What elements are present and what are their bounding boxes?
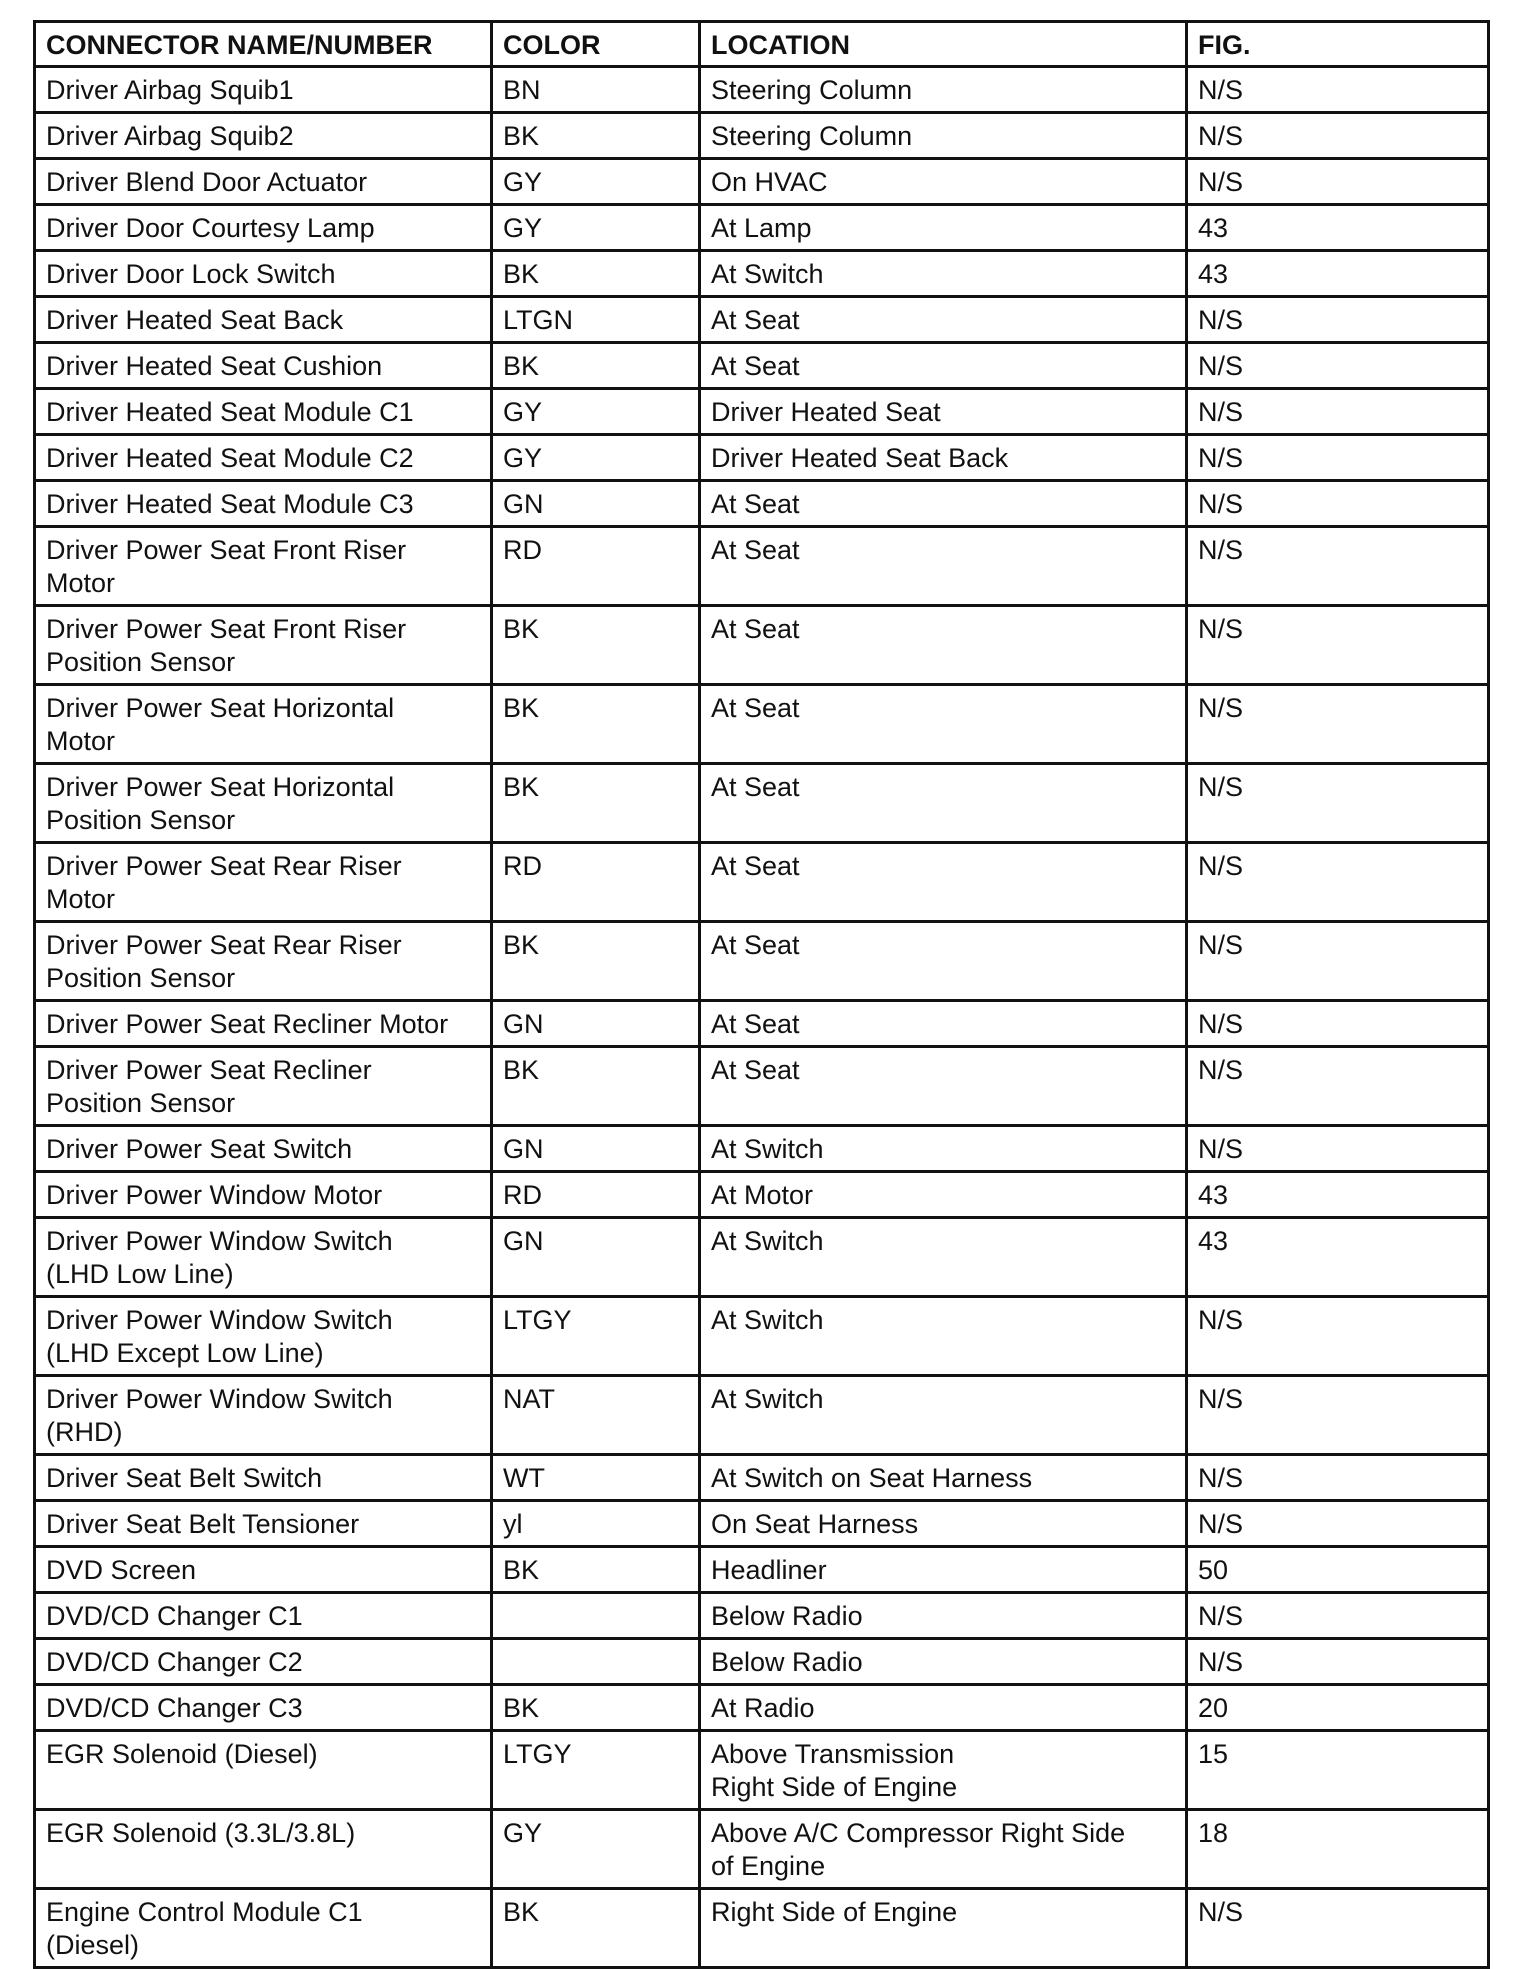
cell-fig: 18 [1187, 1810, 1489, 1889]
cell-fig: N/S [1187, 1047, 1489, 1126]
cell-fig: 43 [1187, 205, 1489, 251]
table-row [35, 1455, 1489, 1501]
cell-connector-name: Driver Power Window Motor [35, 1172, 492, 1218]
table-row [35, 1731, 1489, 1810]
cell-connector-name: DVD/CD Changer C3 [35, 1685, 492, 1731]
cell-fig: N/S [1187, 764, 1489, 843]
cell-fig: N/S [1187, 685, 1489, 764]
cell-location: At Radio [700, 1685, 1187, 1731]
header-location: LOCATION [700, 22, 1187, 67]
cell-connector-name: Engine Control Module C1 (Diesel) [35, 1889, 492, 1968]
table-row [35, 1889, 1489, 1968]
cell-location: At Switch [700, 251, 1187, 297]
cell-location: Below Radio [700, 1593, 1187, 1639]
cell-connector-name: Driver Heated Seat Module C3 [35, 481, 492, 527]
cell-connector-name: Driver Heated Seat Back [35, 297, 492, 343]
cell-connector-name: Driver Blend Door Actuator [35, 159, 492, 205]
table-row [35, 685, 1489, 764]
table-row [35, 1297, 1489, 1376]
table-row [35, 251, 1489, 297]
cell-fig: N/S [1187, 389, 1489, 435]
table-row [35, 527, 1489, 606]
cell-fig: N/S [1187, 435, 1489, 481]
cell-location: At Switch [700, 1218, 1187, 1297]
table-row [35, 297, 1489, 343]
cell-location: On HVAC [700, 159, 1187, 205]
table-row [35, 205, 1489, 251]
cell-location: Driver Heated Seat [700, 389, 1187, 435]
cell-location: At Seat [700, 843, 1187, 922]
cell-location: At Switch on Seat Harness [700, 1455, 1187, 1501]
cell-location: At Lamp [700, 205, 1187, 251]
cell-color: BK [492, 251, 700, 297]
cell-fig: N/S [1187, 159, 1489, 205]
table-row [35, 922, 1489, 1001]
cell-location: Below Radio [700, 1639, 1187, 1685]
table-header-row [35, 22, 1489, 67]
table-row [35, 606, 1489, 685]
cell-color: LTGN [492, 297, 700, 343]
cell-fig: 50 [1187, 1547, 1489, 1593]
cell-color: GY [492, 389, 700, 435]
cell-color: LTGY [492, 1297, 700, 1376]
cell-location: At Seat [700, 764, 1187, 843]
cell-location: At Seat [700, 527, 1187, 606]
cell-connector-name: Driver Power Seat Horizontal Position Sensor [35, 764, 492, 843]
cell-color: BN [492, 67, 700, 113]
table-row [35, 67, 1489, 113]
cell-fig: N/S [1187, 1501, 1489, 1547]
cell-location: Steering Column [700, 113, 1187, 159]
cell-color: RD [492, 527, 700, 606]
cell-location: At Seat [700, 481, 1187, 527]
cell-color: RD [492, 843, 700, 922]
cell-color: GN [492, 1218, 700, 1297]
cell-connector-name: DVD/CD Changer C2 [35, 1639, 492, 1685]
cell-fig: 43 [1187, 251, 1489, 297]
cell-fig: N/S [1187, 1593, 1489, 1639]
cell-location: At Seat [700, 685, 1187, 764]
cell-color: BK [492, 922, 700, 1001]
cell-fig: N/S [1187, 1297, 1489, 1376]
cell-color: WT [492, 1455, 700, 1501]
cell-connector-name: Driver Heated Seat Module C2 [35, 435, 492, 481]
cell-connector-name: DVD Screen [35, 1547, 492, 1593]
cell-connector-name: Driver Power Seat Rear Riser Motor [35, 843, 492, 922]
cell-location: At Seat [700, 297, 1187, 343]
cell-location: At Seat [700, 1047, 1187, 1126]
cell-color [492, 1639, 700, 1685]
header-color: COLOR [492, 22, 700, 67]
cell-location: Above A/C Compressor Right Side of Engine [700, 1810, 1187, 1889]
table-row [35, 159, 1489, 205]
cell-color [492, 1593, 700, 1639]
cell-location: Steering Column [700, 67, 1187, 113]
cell-connector-name: Driver Power Seat Horizontal Motor [35, 685, 492, 764]
cell-color: BK [492, 343, 700, 389]
cell-location: At Switch [700, 1126, 1187, 1172]
cell-connector-name: Driver Airbag Squib1 [35, 67, 492, 113]
cell-fig: N/S [1187, 113, 1489, 159]
table-row [35, 1593, 1489, 1639]
cell-location: Right Side of Engine [700, 1889, 1187, 1968]
cell-fig: N/S [1187, 343, 1489, 389]
cell-color: BK [492, 685, 700, 764]
cell-connector-name: Driver Power Window Switch (LHD Except Low Line) [35, 1297, 492, 1376]
cell-connector-name: Driver Heated Seat Cushion [35, 343, 492, 389]
cell-fig: N/S [1187, 1376, 1489, 1455]
cell-connector-name: Driver Power Seat Front Riser Motor [35, 527, 492, 606]
cell-connector-name: Driver Power Seat Front Riser Position Sensor [35, 606, 492, 685]
cell-location: Headliner [700, 1547, 1187, 1593]
table-row [35, 1685, 1489, 1731]
cell-fig: N/S [1187, 1126, 1489, 1172]
cell-fig: N/S [1187, 481, 1489, 527]
cell-connector-name: Driver Airbag Squib2 [35, 113, 492, 159]
cell-location: At Seat [700, 343, 1187, 389]
cell-color: BK [492, 764, 700, 843]
cell-fig: N/S [1187, 606, 1489, 685]
cell-color: GY [492, 1810, 700, 1889]
cell-fig: N/S [1187, 1001, 1489, 1047]
table-row [35, 1501, 1489, 1547]
table-row [35, 764, 1489, 843]
cell-fig: N/S [1187, 843, 1489, 922]
table-row [35, 113, 1489, 159]
cell-connector-name: DVD/CD Changer C1 [35, 1593, 492, 1639]
cell-location: At Switch [700, 1297, 1187, 1376]
header-connector-name: CONNECTOR NAME/NUMBER [35, 22, 492, 67]
cell-color: BK [492, 113, 700, 159]
cell-location: On Seat Harness [700, 1501, 1187, 1547]
cell-color: BK [492, 1547, 700, 1593]
table-row [35, 1376, 1489, 1455]
cell-color: RD [492, 1172, 700, 1218]
cell-color: GY [492, 435, 700, 481]
cell-color: BK [492, 1889, 700, 1968]
cell-fig: 43 [1187, 1218, 1489, 1297]
cell-location: At Seat [700, 606, 1187, 685]
cell-color: GN [492, 1126, 700, 1172]
cell-connector-name: Driver Power Seat Recliner Motor [35, 1001, 492, 1047]
cell-color: NAT [492, 1376, 700, 1455]
cell-location: Above Transmission Right Side of Engine [700, 1731, 1187, 1810]
cell-location: At Seat [700, 1001, 1187, 1047]
cell-fig: N/S [1187, 527, 1489, 606]
table-row [35, 1547, 1489, 1593]
cell-fig: 15 [1187, 1731, 1489, 1810]
table-row [35, 1810, 1489, 1889]
cell-connector-name: Driver Door Courtesy Lamp [35, 205, 492, 251]
table-row [35, 1639, 1489, 1685]
cell-location: At Switch [700, 1376, 1187, 1455]
table-row [35, 843, 1489, 922]
table-row [35, 1172, 1489, 1218]
cell-location: Driver Heated Seat Back [700, 435, 1187, 481]
cell-connector-name: Driver Seat Belt Switch [35, 1455, 492, 1501]
cell-connector-name: Driver Power Seat Recliner Position Sensor [35, 1047, 492, 1126]
table-row [35, 1218, 1489, 1297]
cell-color: BK [492, 606, 700, 685]
cell-color: GY [492, 159, 700, 205]
cell-fig: N/S [1187, 297, 1489, 343]
cell-fig: N/S [1187, 1639, 1489, 1685]
cell-color: GN [492, 481, 700, 527]
table-row [35, 1001, 1489, 1047]
table-row [35, 1047, 1489, 1126]
connector-table [33, 20, 1490, 1969]
cell-connector-name: Driver Power Window Switch (LHD Low Line) [35, 1218, 492, 1297]
table-row [35, 435, 1489, 481]
cell-connector-name: EGR Solenoid (Diesel) [35, 1731, 492, 1810]
table-row [35, 1126, 1489, 1172]
cell-color: GN [492, 1001, 700, 1047]
table-row [35, 389, 1489, 435]
table-row [35, 343, 1489, 389]
table-row [35, 481, 1489, 527]
cell-color: GY [492, 205, 700, 251]
cell-location: At Seat [700, 922, 1187, 1001]
cell-fig: N/S [1187, 1455, 1489, 1501]
cell-connector-name: Driver Heated Seat Module C1 [35, 389, 492, 435]
cell-fig: N/S [1187, 1889, 1489, 1968]
cell-connector-name: Driver Door Lock Switch [35, 251, 492, 297]
cell-location: At Motor [700, 1172, 1187, 1218]
cell-connector-name: Driver Power Seat Switch [35, 1126, 492, 1172]
header-fig: FIG. [1187, 22, 1489, 67]
cell-fig: N/S [1187, 922, 1489, 1001]
cell-color: yl [492, 1501, 700, 1547]
cell-connector-name: EGR Solenoid (3.3L/3.8L) [35, 1810, 492, 1889]
cell-fig: N/S [1187, 67, 1489, 113]
table-body [35, 67, 1489, 1968]
cell-fig: 20 [1187, 1685, 1489, 1731]
cell-color: LTGY [492, 1731, 700, 1810]
cell-connector-name: Driver Power Seat Rear Riser Position Sensor [35, 922, 492, 1001]
connector-table-page [33, 20, 1487, 1969]
cell-color: BK [492, 1047, 700, 1126]
cell-fig: 43 [1187, 1172, 1489, 1218]
cell-connector-name: Driver Seat Belt Tensioner [35, 1501, 492, 1547]
cell-connector-name: Driver Power Window Switch (RHD) [35, 1376, 492, 1455]
cell-color: BK [492, 1685, 700, 1731]
